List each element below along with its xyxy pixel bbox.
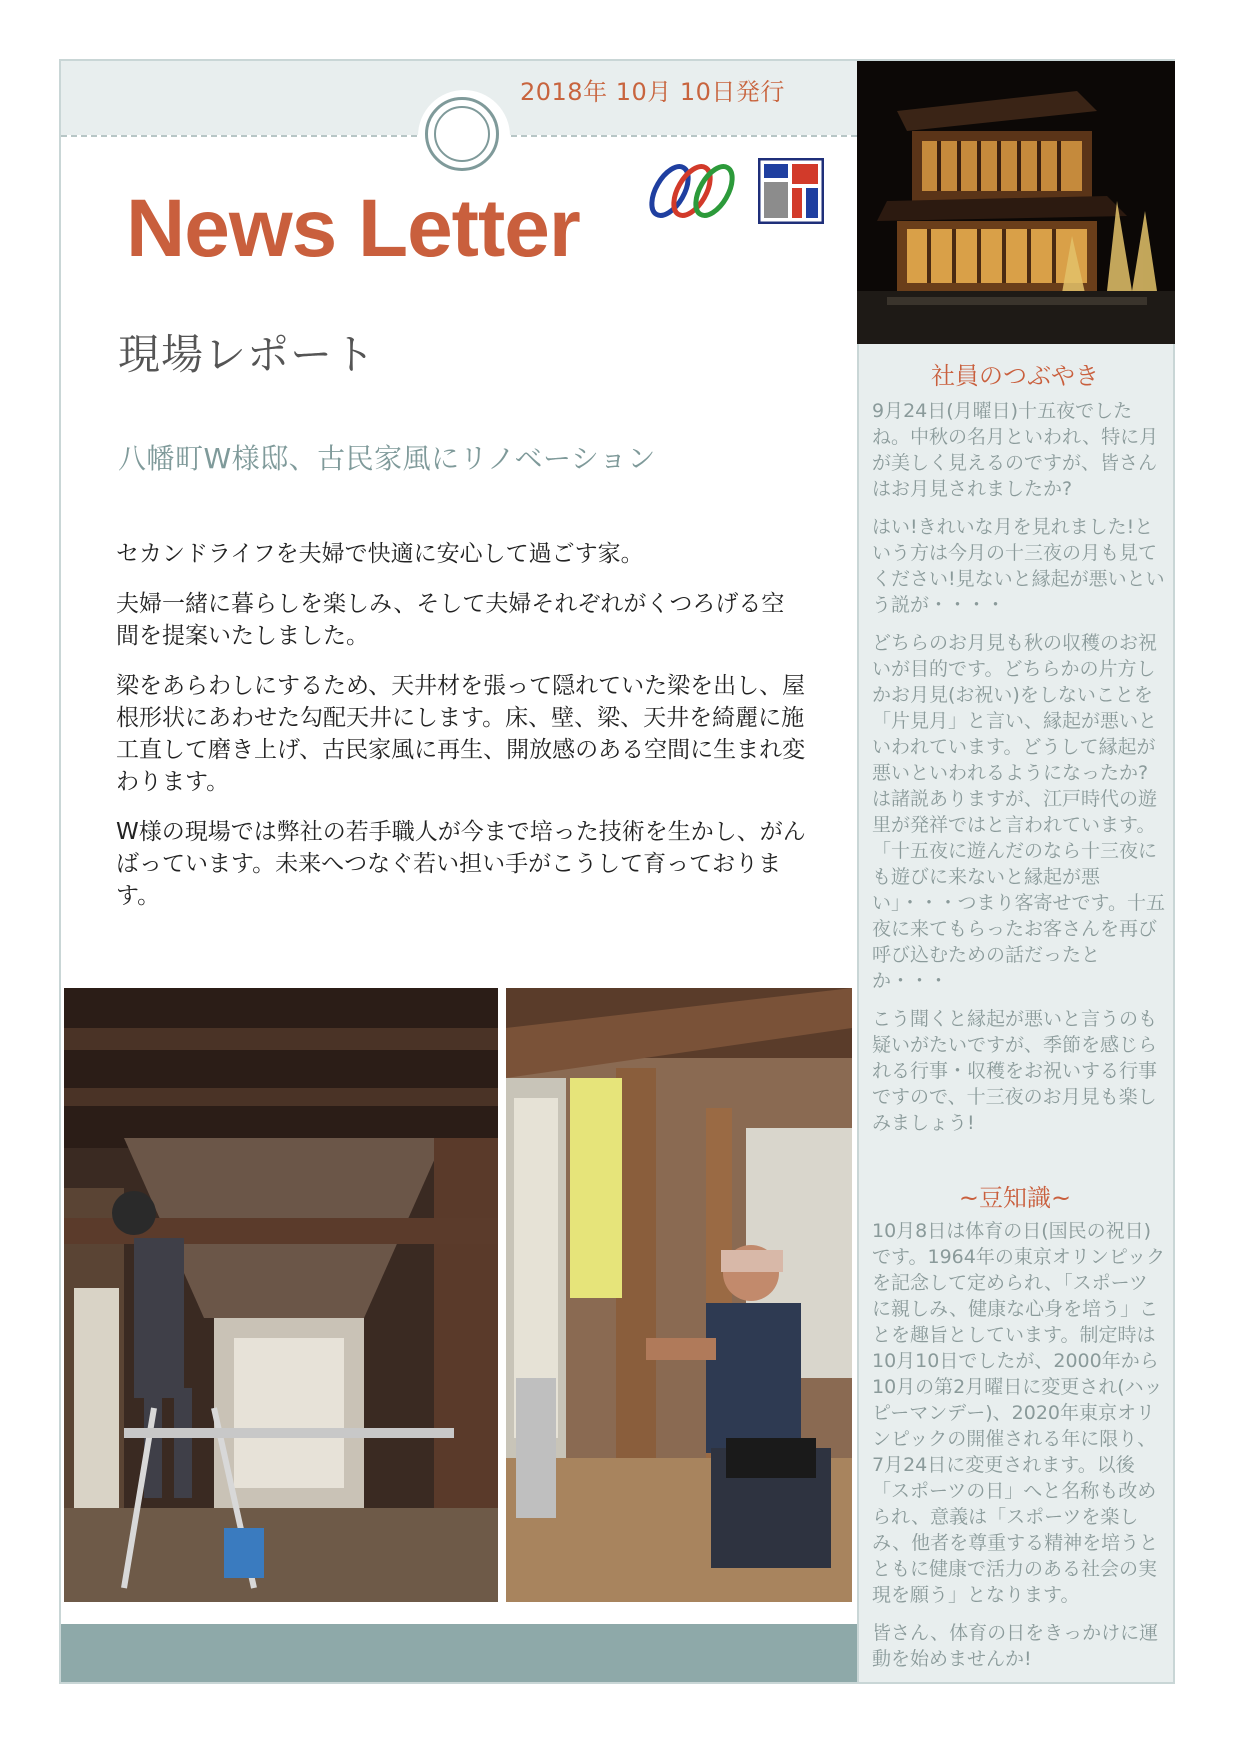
article-paragraph: セカンドライフを夫婦で快適に安心して過ごす家。 xyxy=(116,541,644,567)
staff-paragraph: どちらのお月見も秋の収穫のお祝いが目的です。どちらかの片方しかお月見(お祝い)をしないことを「片見月」と言い、縁起が悪いといわれています。どうして縁起が悪いといわれるようになったか?は諸説ありますが、江戸時代の遊里が発祥ではと言われています。「十五夜に遊んだのなら十三夜にも遊びに来ないと縁起が悪い」・・・つまり客寄せです。十五夜に来てもらったお客さんを再び呼び込むための話だったとか・・・ xyxy=(872,632,1165,992)
article-body xyxy=(116,538,806,930)
issue-date: 2018年 10月 10日発行 xyxy=(520,78,785,106)
article-paragraph: 梁をあらわしにするため、天井材を張って隠れていた梁を出し、屋根形状にあわせた勾配天井にします。床、壁、梁、天井を綺麗に施工直して磨き上げ、古民家風に再生、開放感のある空間に生まれ変わります。 xyxy=(116,673,806,795)
trivia-text xyxy=(872,1218,1166,1684)
staff-paragraph: 9月24日(月曜日)十五夜でしたね。中秋の名月といわれ、特に月が美しく見えるのですが、皆さんはお月見されましたか? xyxy=(872,400,1159,500)
staff-column-heading: 社員のつぶやき xyxy=(931,362,1099,390)
site-photo-carpenter xyxy=(506,988,852,1602)
company-block-logo xyxy=(758,158,824,224)
staff-paragraph: こう聞くと縁起が悪いと言うのも疑いがたいですが、季節を感じられる行事・収穫をお祝いする行事ですので、十三夜のお月見も楽しみましょう! xyxy=(872,1008,1158,1134)
trivia-paragraph: 10月8日は体育の日(国民の祝日)です。1964年の東京オリンピックを記念して定められ、「スポーツに親しみ、健康な心身を培う」ことを趣旨としています。制定時は10月10日でしたが、2000年から10月の第2月曜日に変更され(ハッピーマンデー)、2020年東京オリンピックの開催される年に限り、7月24日に変更されます。以後「スポーツの日」へと名称も改められ、意義は「スポーツを楽しみ、他者を尊重する精神を培うとともに健康で活力のある社会の実現を願う」となります。 xyxy=(872,1220,1166,1606)
company-loops-logo xyxy=(640,158,740,224)
trivia-heading: ~豆知識~ xyxy=(958,1184,1072,1212)
article-paragraph: W様の現場では弊社の若手職人が今まで培った技術を生かし、がんばっています。未来へつなぐ若い担い手がこうして育っております。 xyxy=(116,819,806,909)
article-paragraph: 夫婦一緒に暮らしを楽しみ、そして夫婦それぞれがくつろげる空間を提案いたしました。 xyxy=(116,591,785,649)
section-title: 現場レポート xyxy=(118,330,377,379)
staff-column-text xyxy=(872,398,1166,1148)
article-subtitle: 八幡町W様邸、古民家風にリノベーション xyxy=(118,442,656,475)
footer-band xyxy=(61,1624,857,1682)
trivia-paragraph: 皆さん、体育の日をきっかけに運動を始めませんか! xyxy=(872,1622,1159,1670)
staff-paragraph: はい!きれいな月を見れました!という方は今月の十三夜の月も見てください!見ないと縁起が悪いという説が・・・・ xyxy=(872,516,1165,616)
site-photo-ladder xyxy=(64,988,498,1602)
ring-ornament-inner-circle xyxy=(434,106,490,162)
newsletter-title: News Letter xyxy=(126,183,580,274)
night-house-photo xyxy=(857,61,1175,344)
